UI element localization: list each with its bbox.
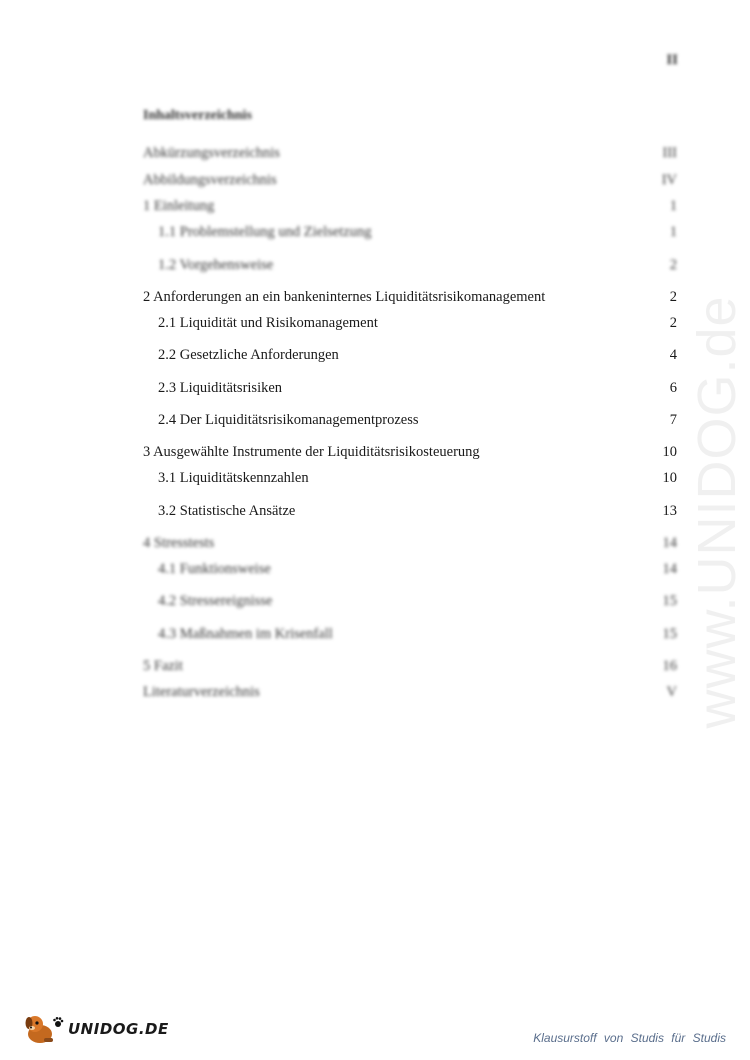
toc-entry-label: 2 Anforderungen an ein bankeninternes Liquiditätsrisikomanagement xyxy=(143,289,546,305)
toc-entry-page: 2 xyxy=(669,257,677,273)
toc-entry xyxy=(143,503,677,520)
toc-entry-page: 4 xyxy=(669,347,677,363)
watermark: www.UNIDOG.de xyxy=(687,295,747,729)
toc-entry-label: 4 Stresstests xyxy=(143,535,215,551)
toc-entry-page: 15 xyxy=(662,593,677,609)
unidog-logo xyxy=(22,1012,169,1046)
toc-entry xyxy=(143,684,677,701)
toc-entry-label: 4.3 Maßnahmen im Krisenfall xyxy=(158,626,333,642)
toc-entry-page: 10 xyxy=(662,470,677,486)
toc-entry-label: 3 Ausgewählte Instrumente der Liquiditätsrisikosteuerung xyxy=(143,444,480,460)
toc-entry xyxy=(143,593,677,610)
toc-entry-page: IV xyxy=(661,172,677,188)
toc-entry xyxy=(143,626,677,643)
toc-entry-label: 2.2 Gesetzliche Anforderungen xyxy=(158,347,339,363)
toc-entry-page: III xyxy=(662,145,677,161)
toc-entry-page: 16 xyxy=(662,658,677,674)
toc-entry-label: 2.4 Der Liquiditätsrisikomanagementprozess xyxy=(158,412,419,428)
toc-entry-page: 14 xyxy=(662,535,677,551)
toc-entry-page: 13 xyxy=(662,503,677,519)
toc-entry xyxy=(143,658,677,675)
toc-entry-page: 15 xyxy=(662,626,677,642)
toc-entry-label: 1.2 Vorgehensweise xyxy=(158,257,274,273)
toc-entry xyxy=(143,380,677,397)
paw-icon xyxy=(52,1016,64,1028)
toc-entry-label: 1 Einleitung xyxy=(143,198,215,214)
logo-text: UNIDOG.DE xyxy=(68,1020,169,1038)
toc-entry-label: 3.2 Statistische Ansätze xyxy=(158,503,296,519)
toc-entry xyxy=(143,535,677,552)
toc-entry xyxy=(143,347,677,364)
page-number: II xyxy=(666,52,678,68)
toc-entry-page: 7 xyxy=(669,412,677,428)
toc-title: Inhaltsverzeichnis xyxy=(143,108,252,123)
toc-entry xyxy=(143,315,677,332)
toc-entry-label: 2.1 Liquidität und Risikomanagement xyxy=(158,315,378,331)
toc-entry-label: Abbildungsverzeichnis xyxy=(143,172,277,188)
toc-entry-label: 2.3 Liquiditätsrisiken xyxy=(158,380,283,396)
toc-entry-page: 14 xyxy=(662,561,677,577)
toc-entry-page: 2 xyxy=(669,289,677,305)
toc-entry-page: V xyxy=(666,684,677,700)
toc-entry-label: Literaturverzeichnis xyxy=(143,684,260,700)
toc-entry-label: 4.1 Funktionsweise xyxy=(158,561,271,577)
toc-entry xyxy=(143,224,677,241)
toc-entry xyxy=(143,444,677,461)
toc-entry xyxy=(143,470,677,487)
toc-entry-page: 1 xyxy=(669,224,677,240)
toc-entry xyxy=(143,172,677,189)
toc-entry-label: Abkürzungsverzeichnis xyxy=(143,145,280,161)
toc-entry xyxy=(143,289,677,306)
toc-entry xyxy=(143,198,677,215)
toc-entry-label: 3.1 Liquiditätskennzahlen xyxy=(158,470,309,486)
toc-entry-page: 2 xyxy=(669,315,677,331)
toc-entry xyxy=(143,257,677,274)
toc-entry-label: 5 Fazit xyxy=(143,658,183,674)
toc-entry xyxy=(143,561,677,578)
toc-entry xyxy=(143,412,677,429)
toc-entry xyxy=(143,145,677,162)
dog-mascot-icon xyxy=(22,1012,56,1046)
tagline: Klausurstoff von Studis für Studis xyxy=(533,1031,726,1045)
toc-entry-page: 1 xyxy=(669,198,677,214)
toc-entry-page: 10 xyxy=(662,444,677,460)
toc-entry-page: 6 xyxy=(669,380,677,396)
toc-entry-label: 1.1 Problemstellung und Zielsetzung xyxy=(158,224,372,240)
toc-entry-label: 4.2 Stressereignisse xyxy=(158,593,273,609)
